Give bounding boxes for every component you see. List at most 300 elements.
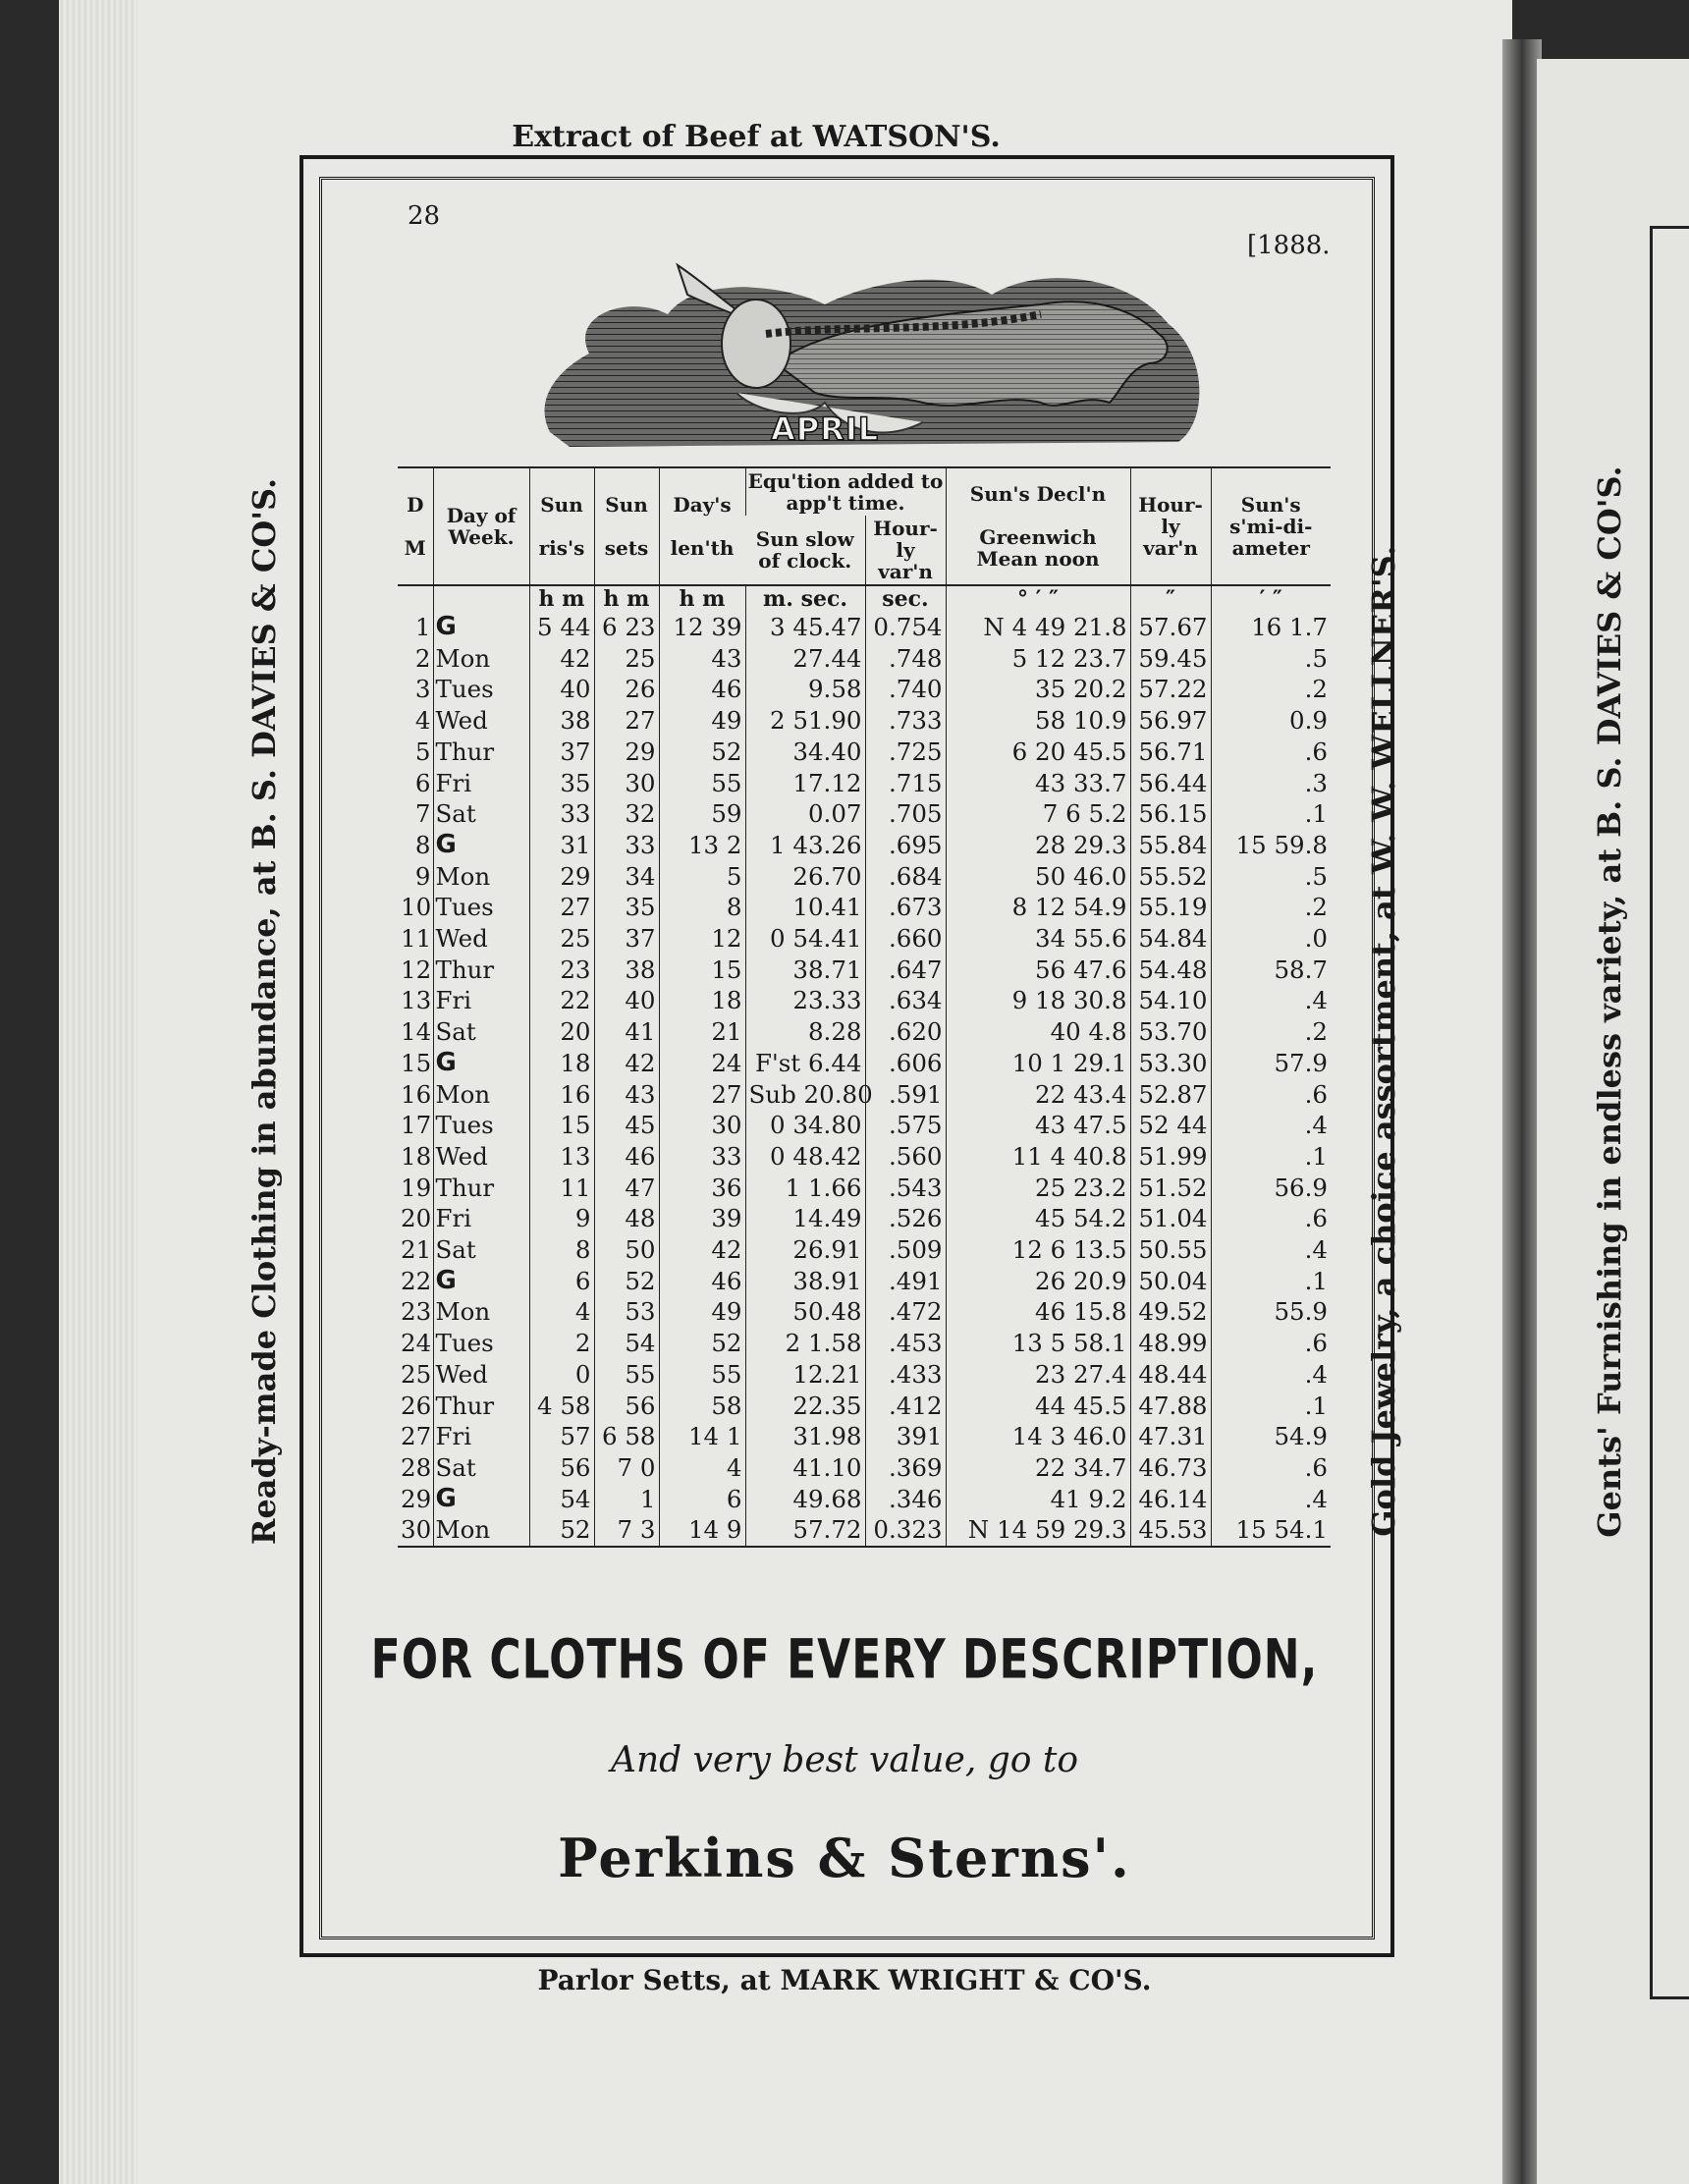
advert-headline: FOR CLOTHS OF EVERY DESCRIPTION, — [370, 1628, 1319, 1692]
book-gutter — [1502, 39, 1542, 2184]
table-row — [398, 1328, 1331, 1359]
table-cell: 59 — [659, 798, 745, 830]
table-cell: Fri — [433, 768, 529, 799]
table-cell: 21 — [401, 1235, 432, 1265]
table-cell: .491 — [865, 1266, 946, 1297]
table-cell: .5 — [1211, 861, 1331, 893]
table-cell: .4 — [1211, 1234, 1331, 1266]
table-cell: 4 58 — [529, 1391, 594, 1422]
table-cell: 54 — [529, 1484, 594, 1515]
table-row — [398, 705, 1331, 737]
table-cell: 33 — [594, 830, 659, 861]
table-cell: 29 — [594, 737, 659, 768]
table-cell: .715 — [865, 768, 946, 799]
table-cell: .575 — [865, 1110, 946, 1141]
table-cell: 14 3 46.0 — [946, 1421, 1130, 1452]
table-cell: 34 — [594, 861, 659, 893]
table-cell: 45.53 — [1130, 1514, 1211, 1547]
table-cell: 55.52 — [1130, 861, 1211, 893]
table-cell: Tues — [433, 1110, 529, 1141]
table-cell: 56.97 — [1130, 705, 1211, 737]
table-cell: .3 — [1211, 768, 1331, 799]
table-cell: Sat — [433, 798, 529, 830]
table-cell: 56 47.6 — [946, 955, 1130, 986]
table-cell: 52 44 — [1130, 1110, 1211, 1141]
table-cell: 58.7 — [1211, 955, 1331, 986]
table-cell: 36 — [659, 1173, 745, 1204]
table-row — [398, 643, 1331, 675]
table-cell: 26 — [594, 674, 659, 705]
table-cell: .733 — [865, 705, 946, 737]
table-cell: 27 — [659, 1079, 745, 1111]
table-cell: 6 23 — [594, 612, 659, 643]
table-cell: .6 — [1211, 1203, 1331, 1234]
table-cell: 40 — [529, 674, 594, 705]
table-row — [398, 674, 1331, 705]
table-cell: 55 — [659, 1359, 745, 1391]
table-cell: 0 54.41 — [745, 923, 865, 955]
table-cell: 7 — [414, 799, 431, 829]
table-cell: Wed — [433, 923, 529, 955]
table-row — [398, 1141, 1331, 1173]
table-cell: Mon — [433, 643, 529, 675]
table-cell: 16 — [529, 1079, 594, 1111]
table-cell: .543 — [865, 1173, 946, 1204]
table-cell: 45 — [594, 1110, 659, 1141]
table-cell: 15 — [401, 1048, 432, 1077]
table-row — [398, 1452, 1331, 1484]
table-cell: 7 3 — [594, 1514, 659, 1547]
table-cell: 8 — [529, 1234, 594, 1266]
table-cell: 54 — [594, 1328, 659, 1359]
table-cell: 12.21 — [745, 1359, 865, 1391]
table-cell: G — [433, 612, 529, 643]
col-day-of-week: Day of Week. — [433, 467, 529, 585]
table-cell: Tues — [433, 892, 529, 923]
table-cell: 50.48 — [745, 1296, 865, 1328]
table-cell: 23 — [401, 1297, 432, 1327]
table-cell: 47.31 — [1130, 1421, 1211, 1452]
table-cell: 25 — [529, 923, 594, 955]
table-cell: 50 — [594, 1234, 659, 1266]
table-row — [398, 923, 1331, 955]
table-cell: 52 — [659, 737, 745, 768]
table-cell: Thur — [433, 1173, 529, 1204]
table-cell: 0.9 — [1211, 705, 1331, 737]
table-cell: 47.88 — [1130, 1391, 1211, 1422]
table-cell: .6 — [1211, 1328, 1331, 1359]
table-cell: 29 — [529, 861, 594, 893]
table-cell: 46.14 — [1130, 1484, 1211, 1515]
table-cell: 11 4 40.8 — [946, 1141, 1130, 1173]
table-cell: 15 54.1 — [1211, 1514, 1331, 1547]
table-cell: 56.71 — [1130, 737, 1211, 768]
table-cell: 8.28 — [745, 1016, 865, 1048]
table-cell: 41 — [594, 1016, 659, 1048]
table-cell: 58 10.9 — [946, 705, 1130, 737]
table-cell: 4 — [414, 706, 431, 736]
table-cell: Sat — [433, 1016, 529, 1048]
table-cell: Mon — [433, 1514, 529, 1547]
table-cell: 28 — [401, 1452, 432, 1482]
table-cell: .346 — [865, 1484, 946, 1515]
table-cell: Mon — [433, 861, 529, 893]
table-cell: 56 — [594, 1391, 659, 1422]
table-cell: .6 — [1211, 737, 1331, 768]
table-cell: 43 47.5 — [946, 1110, 1130, 1141]
table-cell: .740 — [865, 674, 946, 705]
table-cell: .2 — [1211, 892, 1331, 923]
col-day-length: Day's len'th — [659, 467, 745, 585]
table-cell: Sub 20.80 — [745, 1079, 865, 1111]
table-cell: 0 48.42 — [745, 1141, 865, 1173]
table-cell: .725 — [865, 737, 946, 768]
table-cell: 56.9 — [1211, 1173, 1331, 1204]
table-cell: .453 — [865, 1328, 946, 1359]
table-cell: 26.91 — [745, 1234, 865, 1266]
table-cell: 57.9 — [1211, 1048, 1331, 1079]
table-cell: 59.45 — [1130, 643, 1211, 675]
table-cell: 6 — [529, 1266, 594, 1297]
table-cell: .705 — [865, 798, 946, 830]
table-cell: G — [433, 830, 529, 861]
table-row — [398, 985, 1331, 1016]
table-cell: 391 — [865, 1421, 946, 1452]
table-cell: 9.58 — [745, 674, 865, 705]
table-cell: 2 1.58 — [745, 1328, 865, 1359]
table-cell: 28 29.3 — [946, 830, 1130, 861]
table-cell: 48.44 — [1130, 1359, 1211, 1391]
table-cell: 57.22 — [1130, 674, 1211, 705]
table-cell: 23 — [529, 955, 594, 986]
table-cell: 37 — [529, 737, 594, 768]
table-cell: 57 — [529, 1421, 594, 1452]
table-cell: .1 — [1211, 1266, 1331, 1297]
table-cell: 20 — [529, 1016, 594, 1048]
col-declination: Sun's Decl'n Greenwich Mean noon — [946, 467, 1130, 585]
table-row — [398, 1016, 1331, 1048]
table-cell: 5 — [659, 861, 745, 893]
table-cell: 45 54.2 — [946, 1203, 1130, 1234]
table-cell: .1 — [1211, 798, 1331, 830]
table-cell: 49.52 — [1130, 1296, 1211, 1328]
table-cell: 54.84 — [1130, 923, 1211, 955]
table-cell: 22 — [401, 1266, 432, 1295]
table-cell: Wed — [433, 705, 529, 737]
table-cell: 5 12 23.7 — [946, 643, 1130, 675]
table-cell: 26 20.9 — [946, 1266, 1130, 1297]
table-cell: 46.73 — [1130, 1452, 1211, 1484]
table-row — [398, 1048, 1331, 1079]
table-cell: 52 — [529, 1514, 594, 1547]
table-cell: 4 — [529, 1296, 594, 1328]
table-cell: F'st 6.44 — [745, 1048, 865, 1079]
table-cell: 55 — [659, 768, 745, 799]
table-cell: 30 — [594, 768, 659, 799]
table-cell: 21 — [659, 1016, 745, 1048]
table-cell: 23.33 — [745, 985, 865, 1016]
table-cell: G — [433, 1484, 529, 1515]
table-cell: 54.9 — [1211, 1421, 1331, 1452]
table-cell: .6 — [1211, 1079, 1331, 1111]
almanac-table — [398, 466, 1331, 1548]
table-cell: 27 — [529, 892, 594, 923]
table-cell: 38.91 — [745, 1266, 865, 1297]
table-cell: .472 — [865, 1296, 946, 1328]
table-cell: .4 — [1211, 985, 1331, 1016]
col-dm: D M — [398, 467, 433, 585]
table-cell: 42 — [529, 643, 594, 675]
table-cell: 52 — [594, 1266, 659, 1297]
table-cell: .2 — [1211, 674, 1331, 705]
table-row — [398, 768, 1331, 799]
table-cell: 46 — [659, 674, 745, 705]
table-cell: 34.40 — [745, 737, 865, 768]
table-cell: 40 — [594, 985, 659, 1016]
table-cell: 43 33.7 — [946, 768, 1130, 799]
table-cell: 12 — [659, 923, 745, 955]
page-number: 28 — [408, 201, 441, 231]
table-cell: .620 — [865, 1016, 946, 1048]
table-row — [398, 612, 1331, 643]
table-cell: 49 — [659, 705, 745, 737]
table-row — [398, 1203, 1331, 1234]
table-cell: 33 — [659, 1141, 745, 1173]
table-cell: 1 — [414, 613, 431, 641]
year-label: [1888. — [1247, 231, 1331, 260]
table-cell: 51.52 — [1130, 1173, 1211, 1204]
table-cell: 0.323 — [865, 1514, 946, 1547]
table-cell: .591 — [865, 1079, 946, 1111]
table-cell: 10 — [401, 893, 432, 922]
table-cell: 55.19 — [1130, 892, 1211, 923]
table-cell: 27 — [594, 705, 659, 737]
page-header: Extract of Beef at WATSON'S. — [512, 120, 1001, 154]
table-cell: .560 — [865, 1141, 946, 1173]
table-cell: Fri — [433, 985, 529, 1016]
table-row — [398, 830, 1331, 861]
table-cell: Tues — [433, 674, 529, 705]
table-cell: 8 — [659, 892, 745, 923]
table-cell: 17.12 — [745, 768, 865, 799]
table-cell: 58 — [659, 1391, 745, 1422]
table-cell: 29 — [401, 1484, 432, 1513]
table-cell: 23 27.4 — [946, 1359, 1130, 1391]
table-cell: .748 — [865, 643, 946, 675]
col-semidiameter: Sun's s'mi-di-ameter — [1211, 467, 1331, 585]
table-cell: 7 6 5.2 — [946, 798, 1130, 830]
table-cell: G — [433, 1048, 529, 1079]
table-cell: Thur — [433, 737, 529, 768]
table-cell: .660 — [865, 923, 946, 955]
table-cell: 12 — [401, 955, 432, 984]
table-cell: 30 — [398, 1514, 433, 1547]
table-cell: 55 — [594, 1359, 659, 1391]
table-cell: 14 — [401, 1017, 432, 1047]
table-row — [398, 955, 1331, 986]
table-cell: 25 23.2 — [946, 1173, 1130, 1204]
table-cell: 16 1.7 — [1211, 612, 1331, 643]
table-cell: 51.04 — [1130, 1203, 1211, 1234]
table-cell: 54.10 — [1130, 985, 1211, 1016]
table-cell: 6 20 45.5 — [946, 737, 1130, 768]
table-cell: 14 9 — [659, 1514, 745, 1547]
table-cell: .634 — [865, 985, 946, 1016]
table-cell: 31.98 — [745, 1421, 865, 1452]
table-cell: .6 — [1211, 1452, 1331, 1484]
table-cell: 17 — [401, 1111, 432, 1140]
table-cell: 22.35 — [745, 1391, 865, 1422]
table-cell: Wed — [433, 1359, 529, 1391]
table-cell: 15 59.8 — [1211, 830, 1331, 861]
table-cell: 33 — [529, 798, 594, 830]
table-cell: 46 — [659, 1266, 745, 1297]
table-cell: 41 9.2 — [946, 1484, 1130, 1515]
table-cell: 14.49 — [745, 1203, 865, 1234]
table-cell: 43 — [659, 643, 745, 675]
table-row — [398, 737, 1331, 768]
table-cell: Mon — [433, 1079, 529, 1111]
table-cell: 43 — [594, 1079, 659, 1111]
table-cell: 57.67 — [1130, 612, 1211, 643]
table-cell: .647 — [865, 955, 946, 986]
table-cell: 18 — [401, 1141, 432, 1171]
table-row — [398, 1079, 1331, 1111]
table-cell: 53 — [594, 1296, 659, 1328]
col-sun-slow: Sun slow of clock. — [755, 527, 854, 573]
right-margin-ad: Gold Jewelry, a choice assortment, at W. W. WELLNER'S. — [1365, 545, 1402, 1537]
table-cell: 37 — [594, 923, 659, 955]
table-cell: Sat — [433, 1452, 529, 1484]
col-sun-rise: Sun ris's — [529, 467, 594, 585]
table-cell: 16 — [401, 1079, 432, 1109]
table-cell: 53.30 — [1130, 1048, 1211, 1079]
table-cell: 8 — [414, 830, 431, 859]
table-cell: Mon — [433, 1296, 529, 1328]
table-cell: Sat — [433, 1234, 529, 1266]
table-cell: 35 20.2 — [946, 674, 1130, 705]
table-row — [398, 798, 1331, 830]
table-row — [398, 1266, 1331, 1297]
table-cell: 41.10 — [745, 1452, 865, 1484]
table-cell: 52 — [659, 1328, 745, 1359]
table-cell: 50 46.0 — [946, 861, 1130, 893]
table-cell: .1 — [1211, 1391, 1331, 1422]
table-cell: .684 — [865, 861, 946, 893]
table-cell: Tues — [433, 1328, 529, 1359]
table-cell: 46 15.8 — [946, 1296, 1130, 1328]
table-cell: .5 — [1211, 643, 1331, 675]
table-row — [398, 1391, 1331, 1422]
table-row — [398, 1359, 1331, 1391]
table-cell: 8 12 54.9 — [946, 892, 1130, 923]
table-cell: .4 — [1211, 1359, 1331, 1391]
table-cell: 12 39 — [659, 612, 745, 643]
table-cell: 12 6 13.5 — [946, 1234, 1130, 1266]
table-cell: .673 — [865, 892, 946, 923]
table-cell: Fri — [433, 1203, 529, 1234]
table-cell: 32 — [594, 798, 659, 830]
table-cell: 15 — [659, 955, 745, 986]
table-cell: 3 45.47 — [745, 612, 865, 643]
table-cell: 27 — [401, 1422, 432, 1451]
table-cell: .412 — [865, 1391, 946, 1422]
table-cell: 15 — [529, 1110, 594, 1141]
table-cell: 49.68 — [745, 1484, 865, 1515]
table-cell: 38 — [594, 955, 659, 986]
table-cell: 25 — [594, 643, 659, 675]
table-cell: .4 — [1211, 1484, 1331, 1515]
table-cell: 54.48 — [1130, 955, 1211, 986]
page-footer: Parlor Setts, at MARK WRIGHT & CO'S. — [537, 1964, 1152, 1996]
table-row — [398, 1173, 1331, 1204]
table-cell: 55.9 — [1211, 1296, 1331, 1328]
table-cell: 5 44 — [529, 612, 594, 643]
table-cell: 31 — [529, 830, 594, 861]
table-cell: 50.04 — [1130, 1266, 1211, 1297]
table-cell: 34 55.6 — [946, 923, 1130, 955]
table-cell: 11 — [401, 924, 432, 954]
table-cell: 0.754 — [865, 612, 946, 643]
table-cell: 2 — [414, 643, 431, 673]
table-cell: .509 — [865, 1234, 946, 1266]
table-cell: 40 4.8 — [946, 1016, 1130, 1048]
table-cell: 44 45.5 — [946, 1391, 1130, 1422]
table-cell: Fri — [433, 1421, 529, 1452]
table-cell: 35 — [529, 768, 594, 799]
table-cell: 56.44 — [1130, 768, 1211, 799]
table-cell: .695 — [865, 830, 946, 861]
units-row: h m h m h m m. sec. sec. ° ′ ″ ″ ′ ″ — [398, 585, 1331, 612]
table-cell: 46 — [594, 1141, 659, 1173]
table-cell: 22 43.4 — [946, 1079, 1130, 1111]
table-cell: 18 — [529, 1048, 594, 1079]
far-right-margin-ad: Gents' Furnishing in endless variety, at B. S. DAVIES & CO'S. — [1591, 465, 1628, 1538]
table-cell: 13 2 — [659, 830, 745, 861]
table-cell: 42 — [659, 1234, 745, 1266]
table-cell: 48 — [594, 1203, 659, 1234]
col-hourly-var-1: Hour-ly var'n — [865, 516, 946, 585]
table-cell: 13 — [401, 986, 432, 1015]
advert-store-name: Perkins & Sterns'. — [558, 1827, 1131, 1889]
table-cell: 30 — [659, 1110, 745, 1141]
table-cell: 0.07 — [745, 798, 865, 830]
table-cell: 57.72 — [745, 1514, 865, 1547]
table-cell: 10.41 — [745, 892, 865, 923]
table-cell: 9 — [529, 1203, 594, 1234]
table-cell: 39 — [659, 1203, 745, 1234]
table-cell: 25 — [401, 1359, 432, 1389]
table-cell: 3 — [414, 675, 431, 704]
table-cell: 47 — [594, 1173, 659, 1204]
table-cell: 35 — [594, 892, 659, 923]
month-title: APRIL — [771, 410, 880, 448]
table-cell: 50.55 — [1130, 1234, 1211, 1266]
table-cell: 2 51.90 — [745, 705, 865, 737]
table-cell: 53.70 — [1130, 1016, 1211, 1048]
table-row — [398, 1110, 1331, 1141]
table-cell: .4 — [1211, 1110, 1331, 1141]
table-cell: 6 58 — [594, 1421, 659, 1452]
table-cell: 56 — [529, 1452, 594, 1484]
table-cell: 38 — [529, 705, 594, 737]
table-cell: 10 1 29.1 — [946, 1048, 1130, 1079]
table-cell: 4 — [659, 1452, 745, 1484]
table-cell: N 4 49 21.8 — [946, 612, 1130, 643]
table-cell: N 14 59 29.3 — [946, 1514, 1130, 1547]
col-hourly-var-2: Hour-ly var'n — [1130, 467, 1211, 585]
table-cell: .369 — [865, 1452, 946, 1484]
